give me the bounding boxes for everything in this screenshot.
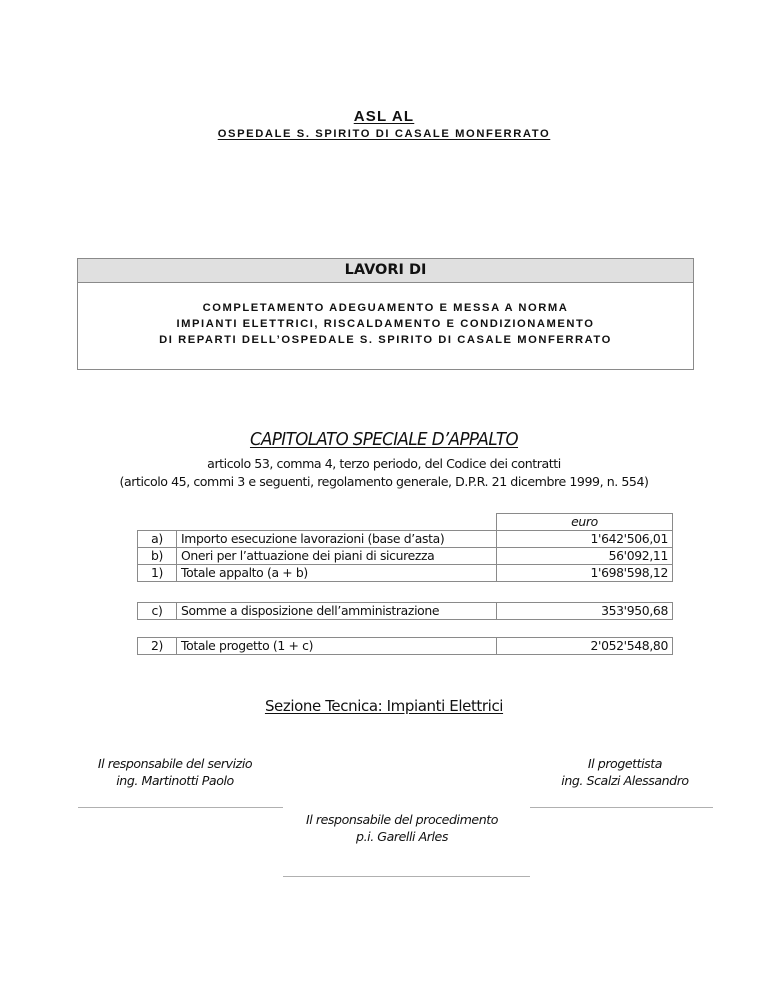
row-index: b): [138, 548, 177, 565]
works-line: COMPLETAMENTO ADEGUAMENTO E MESSA A NORMA: [202, 302, 569, 314]
row-description: Oneri per l’attuazione dei piani di sicurezza: [177, 548, 497, 565]
table-row: [138, 603, 673, 620]
signature-block-procedure-manager: [257, 811, 547, 845]
legal-reference-2: (articolo 45, commi 3 e seguenti, regolamento generale, D.P.R. 21 dicembre 1999, n. 554): [119, 474, 649, 489]
table-row: [138, 548, 673, 565]
works-line: IMPIANTI ELETTRICI, RISCALDAMENTO E CONDIZIONAMENTO: [176, 318, 595, 330]
row-description: Importo esecuzione lavorazioni (base d’asta): [177, 531, 497, 548]
table-row: [138, 565, 673, 582]
row-description: Totale appalto (a + b): [177, 565, 497, 582]
cost-table-total: [137, 637, 673, 655]
row-value: 56'092,11: [497, 548, 673, 565]
signature-role: Il responsabile del procedimento: [306, 812, 498, 827]
row-description: Somme a disposizione dell’amministrazione: [177, 603, 497, 620]
document-title: CAPITOLATO SPECIALE D’APPALTO: [249, 430, 519, 450]
cost-table-admin: [137, 602, 673, 620]
hospital-title: OSPEDALE S. SPIRITO DI CASALE MONFERRATO: [217, 128, 551, 140]
row-index: 2): [138, 638, 177, 655]
cost-table: [137, 513, 673, 582]
row-value: 353'950,68: [497, 603, 673, 620]
row-description: Totale progetto (1 + c): [177, 638, 497, 655]
row-value: 1'698'598,12: [497, 565, 673, 582]
works-line: DI REPARTI DELL’OSPEDALE S. SPIRITO DI CASALE MONFERRATO: [159, 334, 612, 346]
row-index: c): [138, 603, 177, 620]
signature-block-service-manager: [70, 755, 280, 789]
signature-line-left: [78, 807, 283, 808]
works-description: [78, 283, 693, 348]
row-index: a): [138, 531, 177, 548]
signature-block-designer: [520, 755, 730, 789]
signature-name: ing. Scalzi Alessandro: [561, 773, 689, 788]
row-value: 1'642'506,01: [497, 531, 673, 548]
legal-reference-1: articolo 53, comma 4, terzo periodo, del Codice dei contratti: [207, 456, 561, 471]
table-header-row: [138, 514, 673, 531]
signature-line-right: [530, 807, 713, 808]
org-title: ASL AL: [353, 108, 415, 125]
currency-header: euro: [497, 514, 673, 531]
row-value: 2'052'548,80: [497, 638, 673, 655]
table-row: [138, 531, 673, 548]
signature-role: Il responsabile del servizio: [97, 756, 253, 771]
table-row: [138, 638, 673, 655]
signature-line-center: [283, 876, 530, 877]
works-box: [77, 258, 694, 370]
works-box-title: LAVORI DI: [78, 259, 693, 283]
signature-name: ing. Martinotti Paolo: [116, 773, 234, 788]
section-title: Sezione Tecnica: Impianti Elettrici: [264, 697, 504, 715]
signature-name: p.i. Garelli Arles: [356, 829, 448, 844]
row-index: 1): [138, 565, 177, 582]
signature-role: Il progettista: [587, 756, 663, 771]
